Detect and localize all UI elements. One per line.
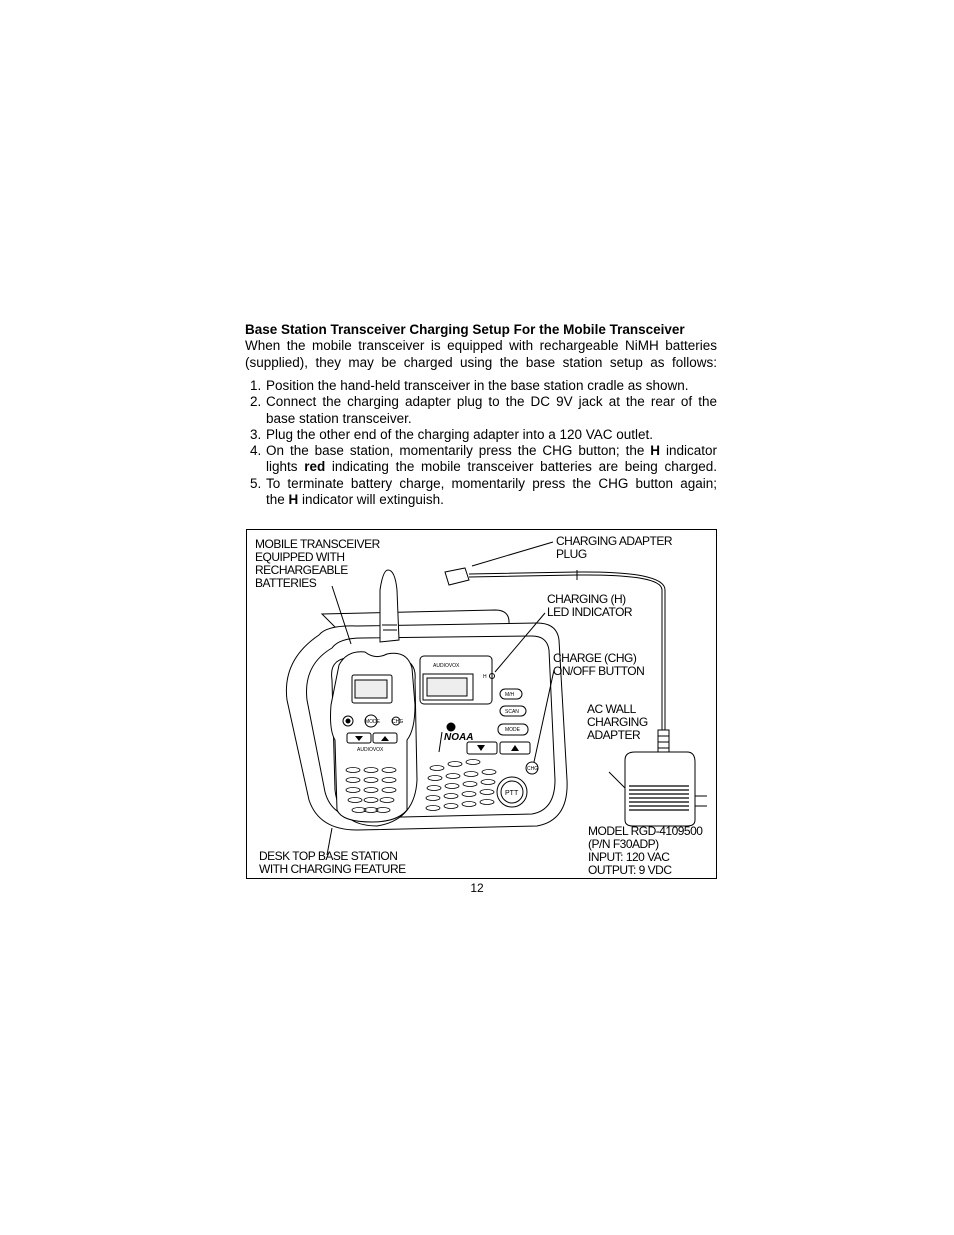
step-text bbox=[266, 492, 717, 508]
step-text bbox=[266, 459, 717, 475]
intro-paragraph bbox=[245, 338, 717, 371]
charging-setup-figure bbox=[246, 529, 717, 879]
label-desk-base-station bbox=[259, 850, 406, 876]
h-led-label: H bbox=[483, 674, 487, 680]
label-line: DESK TOP BASE STATION bbox=[259, 849, 398, 863]
label-adapter-model bbox=[588, 825, 702, 877]
scan-button-label: SCAN bbox=[505, 709, 519, 715]
label-led-indicator bbox=[547, 593, 632, 619]
chg-button-label: CHG bbox=[527, 766, 539, 772]
label-chg-button bbox=[553, 652, 644, 678]
page-number: 12 bbox=[470, 881, 484, 895]
step-text-part: indicator will extinguish. bbox=[298, 492, 444, 508]
mode-button-label: MODE bbox=[505, 727, 520, 733]
label-mobile-transceiver bbox=[255, 538, 380, 590]
section-heading: Base Station Transceiver Charging Setup For the Mobile Transceiver bbox=[245, 322, 685, 337]
label-line: PLUG bbox=[556, 547, 587, 561]
step-3 bbox=[250, 427, 717, 443]
label-line: MOBILE TRANSCEIVER bbox=[255, 537, 380, 551]
label-ac-adapter bbox=[587, 703, 648, 742]
noaa-logo-text: NOAA bbox=[444, 732, 474, 743]
step-number: 2. bbox=[250, 394, 262, 410]
label-line: CHARGE (CHG) bbox=[553, 651, 637, 665]
label-line: INPUT: 120 VAC bbox=[588, 850, 670, 864]
label-line: BATTERIES bbox=[255, 576, 317, 590]
label-charging-adapter-plug bbox=[556, 535, 672, 561]
step-text: To terminate battery charge, momentarily press the CHG button again; bbox=[266, 475, 717, 491]
step-5 bbox=[250, 476, 717, 509]
step-text: Plug the other end of the charging adapter into a 120 VAC outlet. bbox=[266, 426, 654, 442]
label-line: CHARGING bbox=[587, 715, 648, 729]
step-text: base station transceiver. bbox=[266, 410, 412, 426]
steps-list bbox=[250, 378, 717, 508]
ptt-button-label: PTT bbox=[505, 790, 519, 797]
intro-line: When the mobile transceiver is equipped with rechargeable NiMH batteries bbox=[245, 338, 717, 353]
step-text-part: indicating the mobile transceiver batteries are being charged. bbox=[325, 459, 717, 475]
h-indicator-text: H bbox=[650, 443, 661, 459]
label-line: CHARGING (H) bbox=[547, 592, 626, 606]
mh-button-label: M/H bbox=[505, 692, 515, 698]
label-line: (P/N F30ADP) bbox=[588, 837, 659, 851]
step-text bbox=[266, 443, 717, 459]
step-number: 1. bbox=[250, 378, 262, 393]
label-line: WITH CHARGING FEATURE bbox=[259, 862, 406, 876]
label-line: MODEL RGD-4109500 bbox=[588, 824, 703, 838]
label-line: AC WALL bbox=[587, 702, 636, 716]
step-text-part: indicator bbox=[660, 443, 717, 459]
step-number: 3. bbox=[250, 426, 262, 442]
step-text: Position the hand-held transceiver in the base station cradle as shown. bbox=[266, 378, 689, 393]
handset-chg-label: CHG bbox=[392, 719, 404, 725]
red-text: red bbox=[304, 459, 326, 475]
h-indicator-text: H bbox=[288, 492, 299, 508]
step-number: 4. bbox=[250, 443, 262, 459]
base-brand-text: AUDIOVOX bbox=[433, 663, 460, 669]
intro-line: (supplied), they may be charged using the base station setup as follows: bbox=[245, 354, 717, 370]
label-line: ON/OFF BUTTON bbox=[553, 664, 645, 678]
label-line: OUTPUT: 9 VDC bbox=[588, 863, 672, 877]
step-1 bbox=[250, 378, 717, 394]
step-text-part: On the base station, momentarily press the CHG button; the bbox=[266, 443, 651, 459]
label-line: CHARGING ADAPTER bbox=[556, 534, 673, 548]
label-line: LED INDICATOR bbox=[547, 605, 633, 619]
step-4 bbox=[250, 443, 717, 476]
step-text-part: lights bbox=[266, 459, 305, 475]
label-line: RECHARGEABLE bbox=[255, 563, 348, 577]
step-2 bbox=[250, 394, 717, 427]
label-line: ADAPTER bbox=[587, 728, 641, 742]
handset-mode-label: MODE bbox=[365, 719, 380, 725]
step-number: 5. bbox=[250, 475, 262, 491]
label-line: EQUIPPED WITH bbox=[255, 550, 345, 564]
step-text: Connect the charging adapter plug to the DC 9V jack at the rear of the bbox=[266, 394, 717, 410]
step-text-part: the bbox=[266, 492, 289, 508]
handset-brand-text: AUDIOVOX bbox=[357, 747, 384, 753]
